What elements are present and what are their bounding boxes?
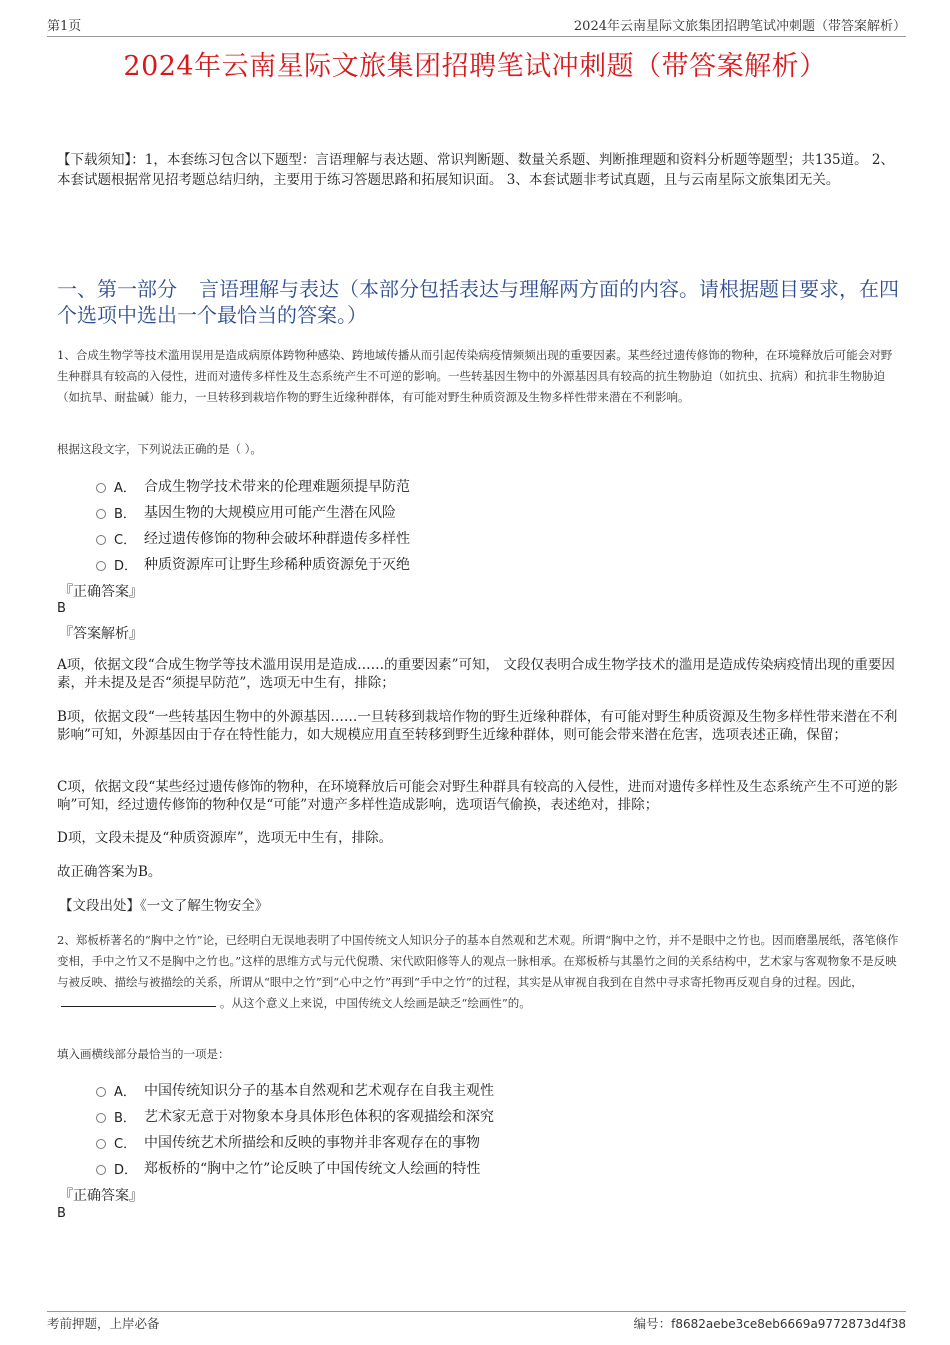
page-footer [47, 1311, 906, 1332]
question-1-prompt: 根据这段文字，下列说法正确的是（ ）。 [57, 442, 262, 456]
section-label: 一、第一部分 [57, 277, 177, 301]
analysis-label: 『答案解析』 [59, 626, 143, 642]
analysis-a: A项，依据文段“合成生物学等技术滥用误用是造成……的重要因素”可知， 文段仅表明合成生物学技术的滥用是造成传染病疫情出现的重要因素，并未提及是否“须提早防范”，选项无中生有，排除； [57, 657, 895, 691]
analysis-d: D项，文段未提及“种质资源库”，选项无中生有，排除。 [57, 830, 393, 846]
radio-icon[interactable] [96, 1087, 106, 1097]
section-text: 言语理解与表达（本部分包括表达与理解两方面的内容。请根据题目要求，在四个选项中选出一个最恰当的答案。） [57, 277, 899, 327]
option-a[interactable]: A． 合成生物学技术带来的伦理难题须提早防范 [96, 473, 796, 499]
question-2-prompt: 填入画横线部分最恰当的一项是： [57, 1047, 230, 1061]
radio-icon[interactable] [96, 561, 106, 571]
question-1-stem: 1、合成生物学等技术滥用误用是造成病原体跨物种感染、跨地域传播从而引起传染病疫情频频出现的重要因素。某些经过遗传修饰的物种，在环境释放后可能会对野生种群具有较高的入侵性，进而对遗传多样性及生态系统产生不可逆的影响。一些转基因生物中的外源基因具有较高的抗生物胁迫（如抗虫、抗病）和抗非生物胁迫（如抗旱、耐盐碱）能力，一旦转移到栽培作物的野生近缘种群体，有可能对野生种质资源及生物多样性带来潜在不利影响。 [57, 348, 893, 404]
analysis-b: B项，依据文段“一些转基因生物中的外源基因……一旦转移到栽培作物的野生近缘种群体，有可能对野生种质资源及生物多样性带来潜在不利影响”可知，外源基因由于存在特性能力，如大规模应用直至转移到野生近缘种群体，则可能会带来潜在危害，选项表述正确，保留； [57, 709, 898, 743]
radio-icon[interactable] [96, 1139, 106, 1149]
radio-icon[interactable] [96, 509, 106, 519]
option-d[interactable]: D． 郑板桥的“胸中之竹”论反映了中国传统文人绘画的特性 [96, 1155, 796, 1181]
document-code: 编号：f8682aebe3ce8eb6669a9772873d4f38 [633, 1316, 906, 1331]
option-a[interactable]: A． 中国传统知识分子的基本自然观和艺术观存在自我主观性 [96, 1077, 796, 1103]
header-doc-title: 2024年云南星际文旅集团招聘笔试冲刺题（带答案解析） [573, 19, 906, 34]
page-header [47, 14, 906, 37]
radio-icon[interactable] [96, 1165, 106, 1175]
question-1-options [96, 473, 796, 577]
question-2-stem: 2、郑板桥著名的“胸中之竹”论，已经明白无误地表明了中国传统文人知识分子的基本自然观和艺术观。所谓“胸中之竹，并不是眼中之竹也。因而磨墨展纸，落笔倏作变相，手中之竹又不是胸中之竹也。”这样的思维方式与元代倪瓒、宋代欧阳修等人的观点一脉相承。在郑板桥与其墨竹之间的关系结构中，艺术家与客观物象不是反映与被反映、描绘与被描绘的关系，所谓从“眼中之竹”到“心中之竹”再到“手中之竹”的过程，其实是从审视自我到在自然中寻求寄托物再反观自身的过程。因此，。从这个意义上来说，中国传统文人绘画是缺乏“绘画性”的。 [57, 933, 899, 1010]
correct-answer-label: 『正确答案』 [59, 584, 143, 600]
analysis-conclusion: 故正确答案为B。 [57, 864, 162, 880]
page-number: 第1页 [47, 19, 82, 34]
option-b[interactable]: B． 艺术家无意于对物象本身具体形色体积的客观描绘和深究 [96, 1103, 796, 1129]
radio-icon[interactable] [96, 1113, 106, 1123]
option-c[interactable]: C． 中国传统艺术所描绘和反映的事物并非客观存在的事物 [96, 1129, 796, 1155]
correct-answer: B [57, 601, 66, 616]
download-notice: 【下载须知】：1，本套练习包含以下题型：言语理解与表达题、常识判断题、数量关系题、判断推理题和资料分析题等题型；共135道。 2、本套试题根据常见招考题总结归纳，主要用于练习答题思路和拓展知识面。 3、本套试题非考试真题，且与云南星际文旅集团无关。 [57, 152, 894, 188]
option-d[interactable]: D． 种质资源库可让野生珍稀种质资源免于灭绝 [96, 551, 796, 577]
correct-answer-label: 『正确答案』 [59, 1188, 143, 1204]
fill-in-blank [61, 994, 216, 1007]
option-b[interactable]: B． 基因生物的大规模应用可能产生潜在风险 [96, 499, 796, 525]
question-2-options [96, 1077, 796, 1181]
option-c[interactable]: C． 经过遗传修饰的物种会破坏种群遗传多样性 [96, 525, 796, 551]
radio-icon[interactable] [96, 483, 106, 493]
document-title: 2024年云南星际文旅集团招聘笔试冲刺题（带答案解析） [123, 51, 827, 82]
analysis-c: C项，依据文段“某些经过遗传修饰的物种，在环境释放后可能会对野生种群具有较高的入侵性，进而对遗传多样性及生态系统产生不可逆的影响”可知，经过遗传修饰的物种仅是“可能”对遗产多样性造成影响，选项语气偷换，表述绝对，排除； [57, 779, 898, 813]
section-heading [57, 276, 900, 328]
source-citation: 【文段出处】《一文了解生物安全》 [59, 898, 269, 914]
correct-answer: B [57, 1206, 66, 1221]
footer-slogan: 考前押题，上岸必备 [47, 1316, 160, 1331]
radio-icon[interactable] [96, 535, 106, 545]
